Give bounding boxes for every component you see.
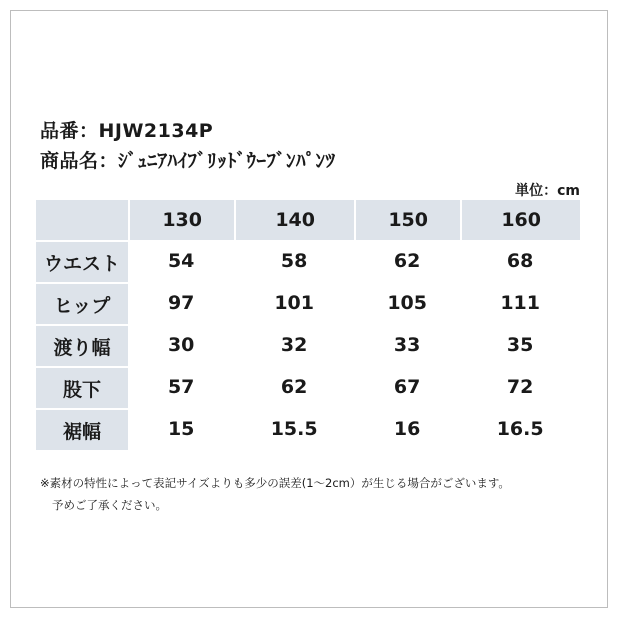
table-cell: 62 — [354, 240, 460, 282]
row-label: 裾幅 — [36, 408, 128, 450]
row-label: 股下 — [36, 366, 128, 408]
size-note — [40, 472, 510, 516]
product-code: 品番：HJW2134P — [40, 120, 214, 142]
table-cell: 16 — [354, 408, 460, 450]
table-cell: 68 — [460, 240, 580, 282]
table-corner — [36, 200, 128, 240]
table-cell: 72 — [460, 366, 580, 408]
unit-label: 単位：cm — [515, 183, 580, 199]
size-column-header: 130 — [128, 200, 234, 240]
table-cell: 62 — [234, 366, 354, 408]
row-label: ウエスト — [36, 240, 128, 282]
table-cell: 54 — [128, 240, 234, 282]
note-line: ※素材の特性によって表記サイズよりも多少の誤差(1～2cm）が生じる場合がございます。 — [40, 476, 510, 490]
table-cell: 32 — [234, 324, 354, 366]
table-cell: 15 — [128, 408, 234, 450]
table-cell: 111 — [460, 282, 580, 324]
table-row — [36, 324, 580, 366]
table-cell: 101 — [234, 282, 354, 324]
table-cell: 35 — [460, 324, 580, 366]
row-label: ヒップ — [36, 282, 128, 324]
table-cell: 33 — [354, 324, 460, 366]
table-cell: 15.5 — [234, 408, 354, 450]
table-cell: 97 — [128, 282, 234, 324]
size-column-header: 150 — [354, 200, 460, 240]
table-cell: 16.5 — [460, 408, 580, 450]
table-row — [36, 408, 580, 450]
table-row — [36, 282, 580, 324]
table-cell: 67 — [354, 366, 460, 408]
note-line: 予めご了承ください。 — [52, 498, 167, 512]
table-row — [36, 240, 580, 282]
row-label: 渡り幅 — [36, 324, 128, 366]
table-cell: 58 — [234, 240, 354, 282]
table-row — [36, 366, 580, 408]
size-table — [36, 200, 580, 450]
size-column-header: 140 — [234, 200, 354, 240]
table-cell: 105 — [354, 282, 460, 324]
table-cell: 30 — [128, 324, 234, 366]
table-cell: 57 — [128, 366, 234, 408]
size-header-row — [36, 200, 580, 240]
size-column-header: 160 — [460, 200, 580, 240]
product-name: 商品名：ｼﾞｭﾆｱﾊｲﾌﾞﾘｯﾄﾞｳｰﾌﾞﾝﾊﾟﾝﾂ — [40, 150, 336, 172]
